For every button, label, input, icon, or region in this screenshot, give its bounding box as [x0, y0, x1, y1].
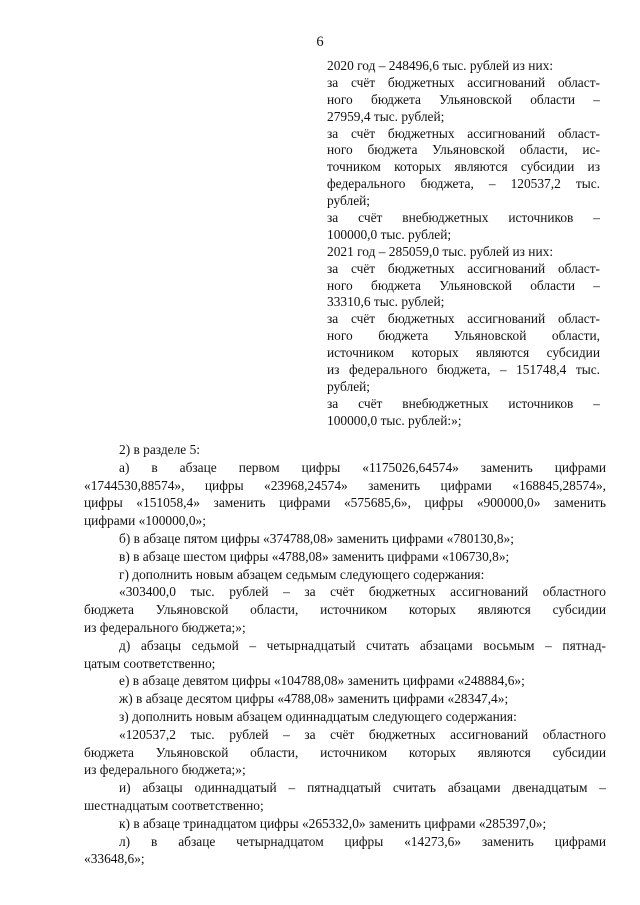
paragraph-line: з) дополнить новым абзацем одиннадцатым следующего содержания:	[119, 708, 517, 724]
paragraph-line: из федерального бюджета;»;	[84, 619, 246, 635]
paragraph-line: бюджета Ульяновской области, источником которых являются субсидии	[84, 602, 606, 618]
funding-line: 100000,0 тыс. рублей:»;	[327, 412, 462, 428]
funding-line: за счёт внебюджетных источников –	[327, 210, 600, 226]
paragraph-line: к) в абзаце тринадцатом цифры «265332,0» заменить цифрами «285397,0»;	[119, 815, 547, 831]
funding-amounts-block	[327, 58, 600, 430]
paragraph-line: д) абзацы седьмой – четырнадцатый считать абзацами восьмым – пятнад-	[119, 637, 606, 653]
paragraph-line: «303400,0 тыс. рублей – за счёт бюджетных ассигнований областного	[119, 584, 606, 600]
paragraph-line: «120537,2 тыс. рублей – за счёт бюджетных ассигнований областного	[119, 726, 606, 742]
funding-line: источником которых являются субсидии	[327, 345, 600, 361]
paragraph-line: е) в абзаце девятом цифры «104788,08» заменить цифрами «248884,6»;	[119, 673, 525, 689]
funding-line: за счёт бюджетных ассигнований област-	[327, 260, 600, 276]
paragraph-line: а) в абзаце первом цифры «1175026,64574» заменить цифрами	[119, 459, 606, 475]
funding-line: за счёт бюджетных ассигнований област-	[327, 74, 600, 90]
paragraph-line: бюджета Ульяновской области, источником которых являются субсидии	[84, 744, 606, 760]
paragraph-line: шестнадцатым соответственно;	[84, 797, 264, 813]
paragraph-line: цифрами «100000,0»;	[84, 513, 206, 529]
paragraph-line: 2) в разделе 5:	[119, 442, 201, 457]
paragraph-line: г) дополнить новым абзацем седьмым следующего содержания:	[119, 566, 485, 582]
paragraph-line: «1744530,88574», цифры «23968,24574» заменить цифрами «168845,28574»,	[84, 477, 606, 493]
funding-line: рублей;	[327, 193, 371, 209]
funding-line: 2020 год – 248496,6 тыс. рублей из них:	[327, 58, 554, 73]
paragraph-line: и) абзацы одиннадцатый – пятнадцатый считать абзацами двенадцатым –	[119, 780, 606, 796]
funding-line: из федерального бюджета, – 151748,4 тыс.	[327, 362, 600, 378]
funding-line: за счёт внебюджетных источников –	[327, 395, 600, 411]
funding-line: 100000,0 тыс. рублей;	[327, 226, 452, 242]
page-number: 6	[316, 34, 324, 50]
paragraph-line: в) в абзаце шестом цифры «4788,08» заменить цифрами «106730,8»;	[119, 548, 510, 564]
funding-line: ного бюджета Ульяновской области, ис-	[327, 142, 600, 158]
funding-line: за счёт бюджетных ассигнований област-	[327, 311, 600, 327]
paragraph-line: цатым соответственно;	[84, 655, 216, 671]
paragraph-line: ж) в абзаце десятом цифры «4788,08» заменить цифрами «28347,4»;	[119, 691, 509, 707]
funding-line: за счёт бюджетных ассигнований област-	[327, 125, 600, 141]
paragraph-line: б) в абзаце пятом цифры «374788,08» заменить цифрами «780130,8»;	[119, 530, 514, 546]
funding-line: точником которых являются субсидии из	[327, 159, 600, 175]
funding-line: ного бюджета Ульяновской области –	[327, 277, 600, 293]
funding-line: ного бюджета Ульяновской области,	[327, 328, 600, 344]
funding-line: 27959,4 тыс. рублей;	[327, 108, 445, 124]
paragraph-line: «33648,6»;	[84, 851, 145, 867]
paragraph-line: из федерального бюджета;»;	[84, 762, 246, 778]
amendments-section-5	[84, 441, 606, 868]
funding-line: федерального бюджета, – 120537,2 тыс.	[327, 176, 600, 192]
funding-line: ного бюджета Ульяновской области –	[327, 91, 600, 107]
funding-line: 2021 год – 285059,0 тыс. рублей из них:	[327, 243, 554, 259]
funding-line: 33310,6 тыс. рублей;	[327, 294, 445, 310]
paragraph-line: цифры «151058,4» заменить цифрами «575685,6», цифры «900000,0» заменить	[84, 495, 606, 511]
funding-line: рублей;	[327, 378, 371, 394]
paragraph-line: л) в абзаце четырнадцатом цифры «14273,6» заменить цифрами	[119, 833, 606, 849]
